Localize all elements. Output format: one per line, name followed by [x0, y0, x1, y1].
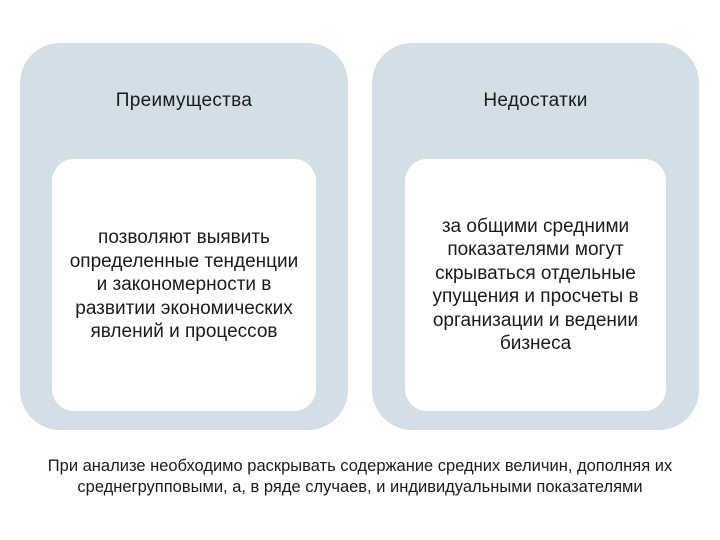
advantages-text: позволяют выявить определенные тенденции и закономерности в развитии экономических явлений и процессов — [69, 227, 299, 343]
disadvantages-card — [405, 159, 666, 411]
advantages-card — [52, 159, 316, 411]
advantages-title: Преимущества — [115, 90, 253, 111]
footer-note: При анализе необходимо раскрывать содержание средних величин, дополняя их среднегрупповыми, а, в ряде случаев, и индивидуальными показателями — [47, 457, 673, 496]
disadvantages-text: за общими средними показателями могут скрываться отдельные упущения и просчеты в организации и ведении бизнеса — [432, 215, 639, 354]
advantages-panel — [20, 43, 348, 430]
disadvantages-panel — [372, 43, 699, 430]
disadvantages-title: Недостатки — [483, 90, 588, 111]
